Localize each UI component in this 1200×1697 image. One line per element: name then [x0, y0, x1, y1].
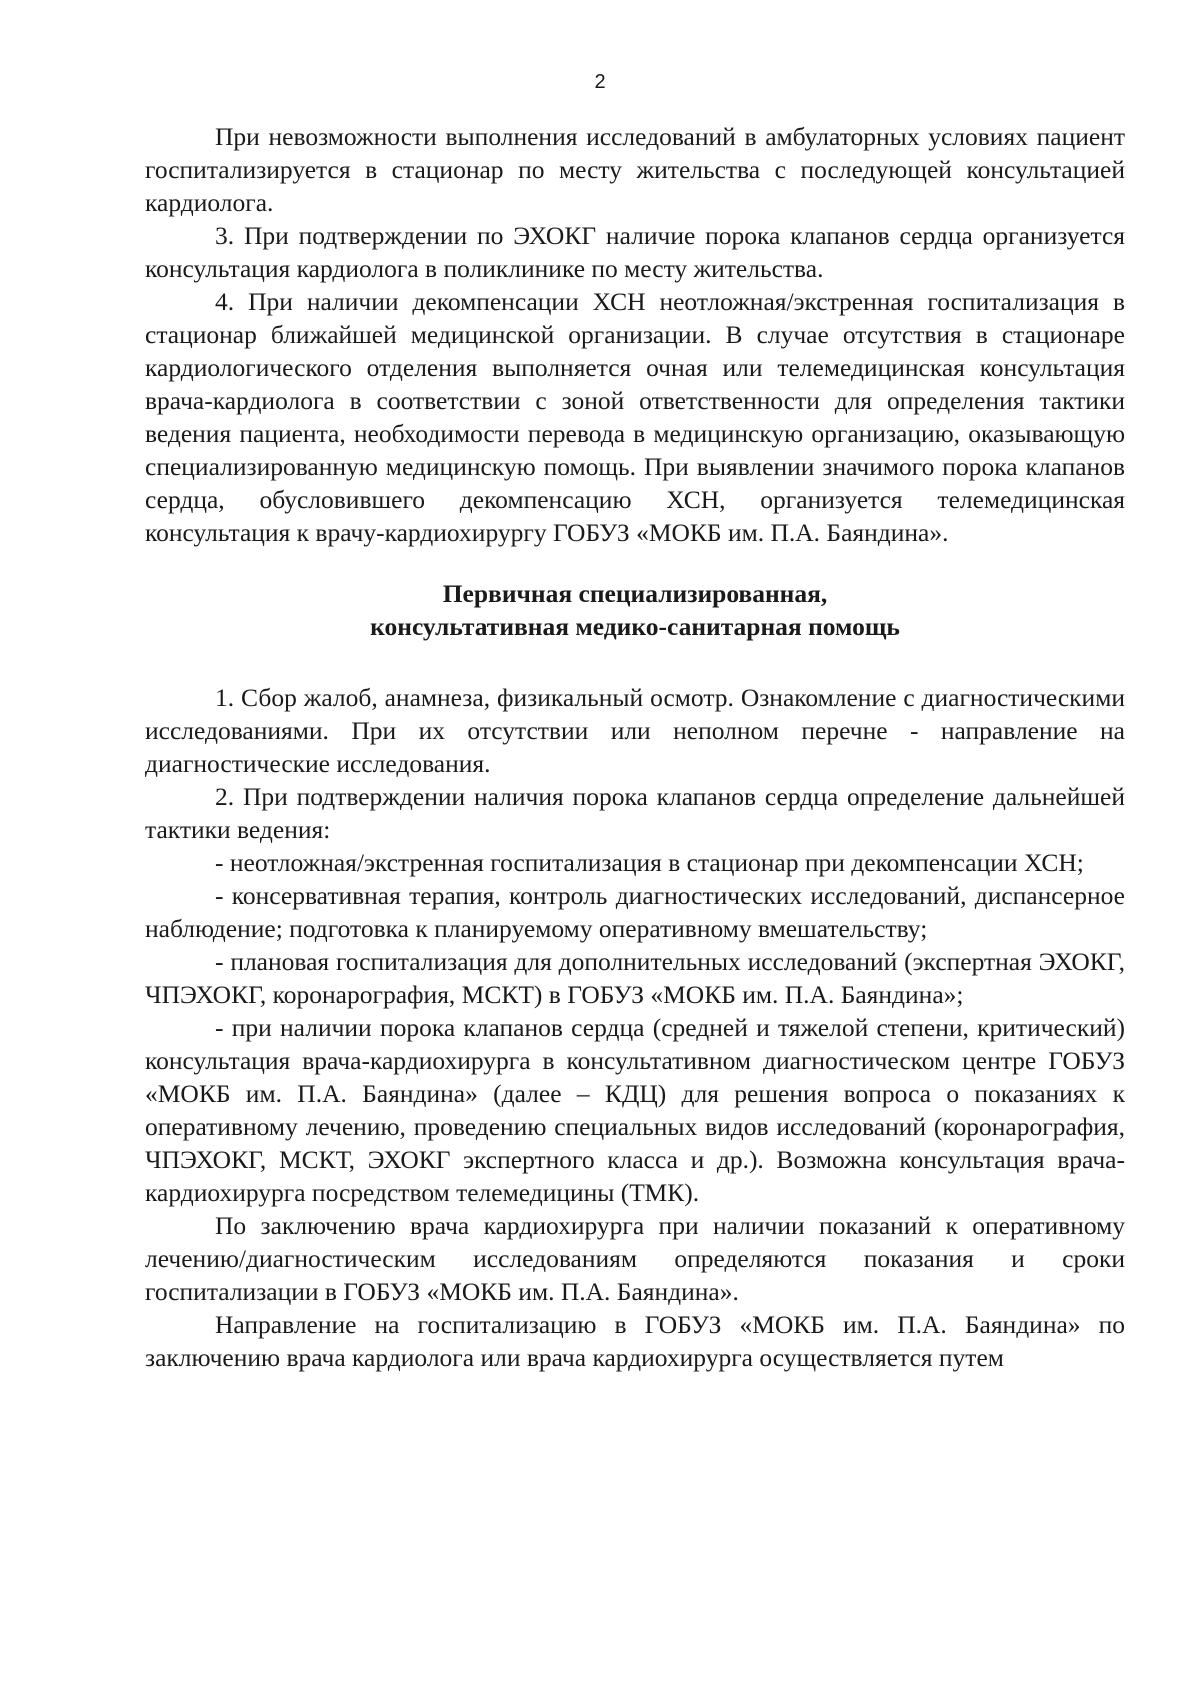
- list-item-planned: - плановая госпитализация для дополнительных исследований (экспертная ЭХОКГ, ЧПЭХОКГ, коронарография, МСКТ) в ГОБУЗ «МОКБ им. П.А. Баяндина»;: [145, 947, 1125, 1009]
- paragraph-conclusion: По заключению врача кардиохирурга при наличии показаний к оперативному лечению/диагностическим исследованиям определяются показания и сроки госпитализации в ГОБУЗ «МОКБ им. П.А. Баяндина».: [145, 1211, 1125, 1306]
- list-item-emergency: - неотложная/экстренная госпитализация в стационар при декомпенсации ХСН;: [215, 848, 1084, 877]
- paragraph-item-4: 4. При наличии декомпенсации ХСН неотложная/экстренная госпитализация в стационар ближайшей медицинской организации. В случае отсутствия в стационаре кардиологического отделения выполняется очная или телемедицинская консультация врача-кардиолога в соответствии с зоной ответственности для определения тактики ведения пациента, необходимости перевода в медицинскую организацию, оказывающую специализированную медицинскую помощь. При выявлении значимого порока клапанов сердца, обусловившего декомпенсацию ХСН, организуется телемедицинская консультация к врачу-кардиохирургу ГОБУЗ «МОКБ им. П.А. Баяндина».: [145, 287, 1125, 547]
- section-heading-line-2: консультативная медико-санитарная помощь: [370, 612, 900, 641]
- paragraph-referral: Направление на госпитализацию в ГОБУЗ «МОКБ им. П.А. Баяндина» по заключению врача кардиолога или врача кардиохирурга осуществляется путем: [145, 1310, 1125, 1372]
- paragraph-complaints: 1. Сбор жалоб, анамнеза, физикальный осмотр. Ознакомление с диагностическими исследованиями. При их отсутствии или неполном перечне - направление на диагностические исследования.: [145, 683, 1125, 778]
- section-heading: [145, 577, 1125, 643]
- document-body: [145, 120, 1125, 1374]
- section-heading-line-1: Первичная специализированная,: [442, 579, 828, 608]
- list-item-consultation: - при наличии порока клапанов сердца (средней и тяжелой степени, критический) консультация врача-кардиохирурга в консультативном диагностическом центре ГОБУЗ «МОКБ им. П.А. Баяндина» (далее – КДЦ) для решения вопроса о показаниях к оперативному лечению, проведению специальных видов исследований (коронарография, ЧПЭХОКГ, МСКТ, ЭХОКГ экспертного класса и др.). Возможна консультация врача-кардиохирурга посредством телемедицины (ТМК).: [145, 1013, 1125, 1207]
- paragraph-tactics: 2. При подтверждении наличия порока клапанов сердца определение дальнейшей тактики ведения:: [145, 782, 1125, 844]
- paragraph-item-3: 3. При подтверждении по ЭХОКГ наличие порока клапанов сердца организуется консультация кардиолога в поликлинике по месту жительства.: [145, 221, 1125, 283]
- list-item-conservative: - консервативная терапия, контроль диагностических исследований, диспансерное наблюдение; подготовка к планируемому оперативному вмешательству;: [145, 881, 1125, 943]
- page-number: 2: [594, 71, 606, 93]
- paragraph-outpatient: При невозможности выполнения исследований в амбулаторных условиях пациент госпитализируется в стационар по месту жительства с последующей консультацией кардиолога.: [145, 122, 1125, 217]
